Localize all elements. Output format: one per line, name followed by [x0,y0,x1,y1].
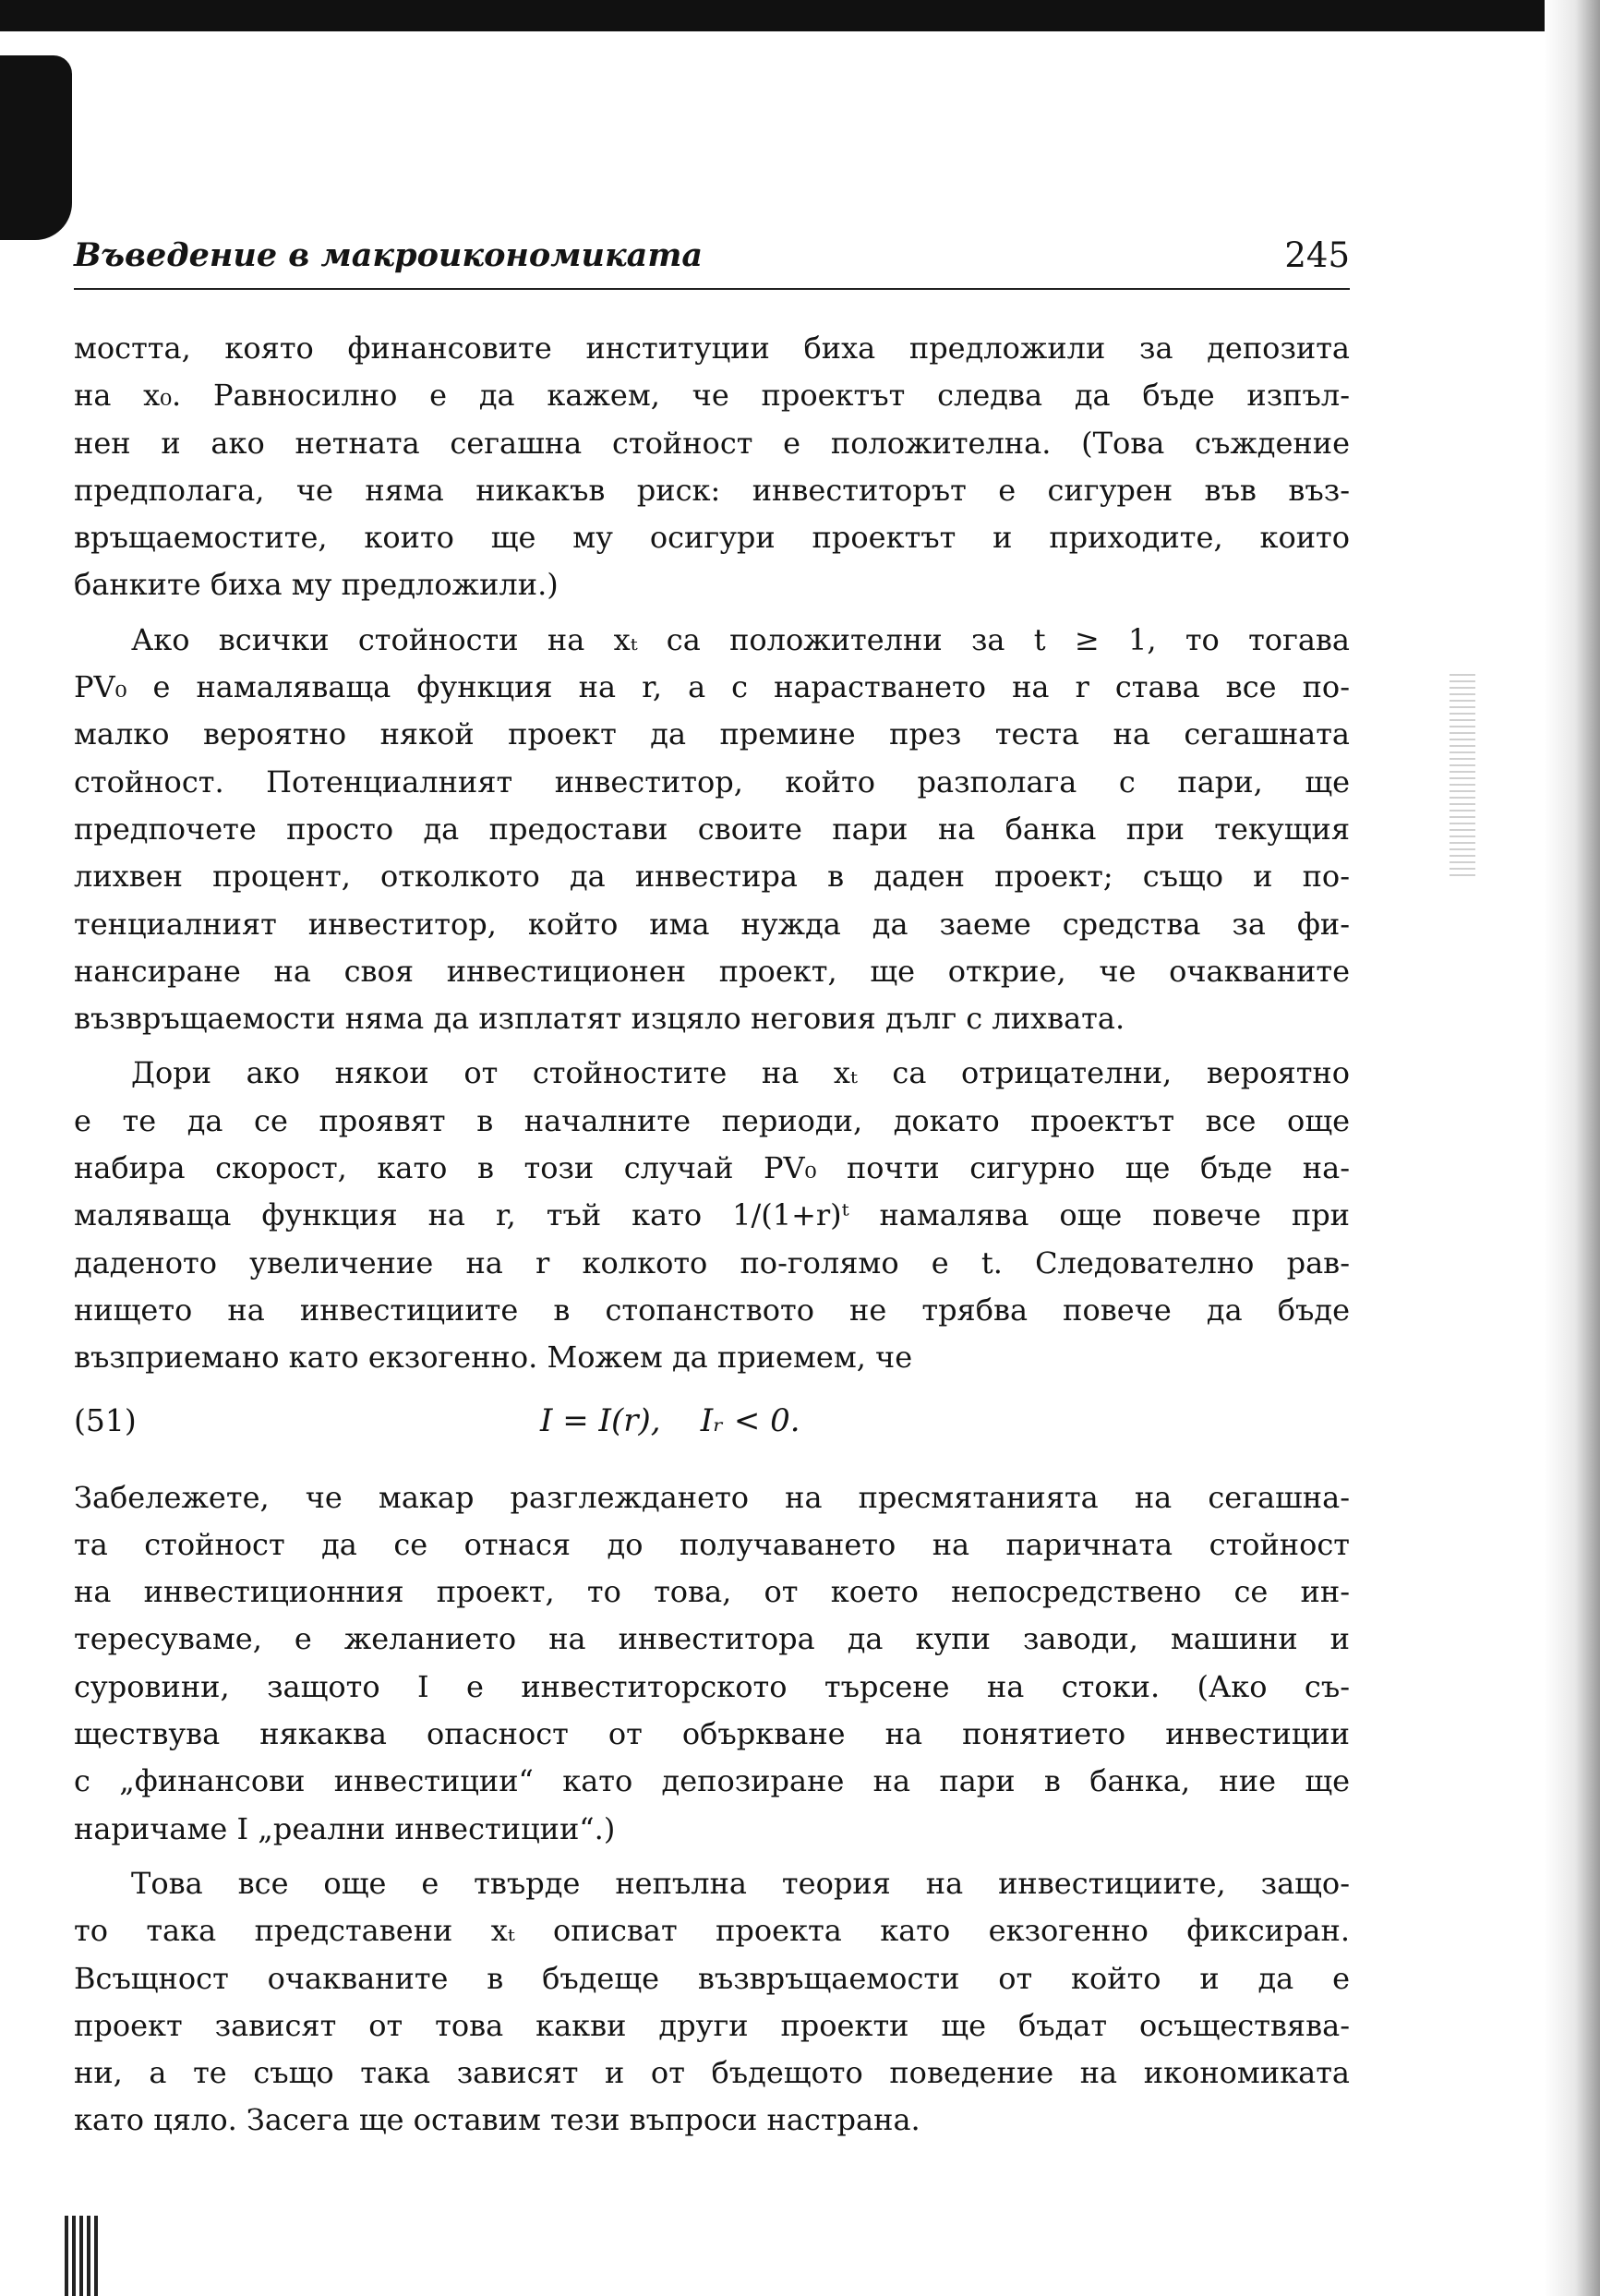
text-line: даденото увеличение на r колкото по-голямо е t. Следователно рав- [74,1244,1350,1280]
paragraph [74,1050,1350,1381]
running-header-title: Въведение в макроикономиката [74,236,704,274]
text-line: възприемано като екзогенно. Можем да приемем, че [74,1340,913,1376]
scan-left-mark [0,55,72,240]
text-line: предпочете просто да предостави своите пари на банка при текущия [74,811,1350,847]
text-line: проект зависят от това какви други проекти ще бъдат осъществява- [74,2007,1350,2043]
text-line: на x₀. Равносилно е да кажем, че проектът следва да бъде изпъл- [74,378,1350,414]
text-line: то така представени xₜ описват проекта като екзогенно фиксиран. [74,1913,1350,1949]
text-line: Ако всички стойности на xₜ са положителни за t ≥ 1, то тогава [131,621,1350,657]
text-line: мостта, която финансовите институции биха предложили за депозита [74,331,1350,366]
text-line: нен и ако нетната сегашна стойност е положителна. (Това съждение [74,425,1350,461]
text-body [74,325,1350,2145]
equation-number: (51) [74,1401,137,1438]
page-number: 245 [1284,235,1350,275]
text-line: лихвен процент, отколкото да инвестира в даден проект; също и по- [74,859,1350,895]
text-line: с „финансови инвестиции“ като депозиране на пари в банка, ние ще [74,1763,1350,1799]
scan-right-edge [1545,0,1600,2296]
text-line: Дори ако някои от стойностите на xₜ са отрицателни, вероятно [131,1055,1350,1091]
paragraphs-after-equation [74,1474,1350,2145]
equation-body: I = I(r), Iᵣ < 0. [540,1401,800,1439]
text-line: е те да се проявят в началните периоди, докато проектът все още [74,1102,1350,1138]
text-line: тересуваме, е желанието на инвеститора да купи заводи, машини и [74,1621,1350,1657]
equation-51 [74,1382,1350,1474]
text-line: връщаемостите, които ще му осигури проектът и приходите, които [74,520,1350,556]
text-line: на инвестиционния проект, то това, от което непосредствено се ин- [74,1574,1350,1610]
text-line: банките биха му предложили.) [74,567,559,603]
text-line: нището на инвестициите в стопанството не трябва повече да бъде [74,1292,1350,1328]
text-line: набира скорост, като в този случай PV₀ почти сигурно ще бъде на- [74,1150,1350,1186]
text-line: малко вероятно някой проект да премине през теста на сегашната [74,716,1350,752]
text-line: ществува някаква опасност от объркване на понятието инвестиции [74,1716,1350,1752]
text-line: суровини, защото I е инвеститорското търсене на стоки. (Ако съ- [74,1668,1350,1704]
text-line: маляваща функция на r, тъй като 1/(1+r)ᵗ намалява още повече при [74,1197,1350,1233]
paragraphs-before-equation [74,325,1350,1382]
scan-top-border [0,0,1600,31]
text-line: като цяло. Засега ще оставим тези въпроси настрана. [74,2102,920,2138]
text-line: стойност. Потенциалният инвеститор, който разполага с пари, ще [74,763,1350,799]
text-line: Това все още е твърде непълна теория на инвестициите, защо- [131,1865,1350,1901]
text-line: наричаме I „реални инвестиции“.) [74,1810,616,1846]
scan-speckle [1450,674,1475,877]
paragraph [74,1860,1350,2145]
text-line: Всъщност очакваните в бъдеще възвръщаемости от който и да е [74,1960,1350,1996]
text-line: та стойност да се отнася до получаването на паричната стойност [74,1526,1350,1562]
paragraph [74,325,1350,609]
text-line: PV₀ е намаляваща функция на r, а с нарастването на r става все по- [74,669,1351,705]
text-line: възвръщаемости няма да изплатят изцяло неговия дълг с лихвата. [74,1001,1125,1037]
text-line: нансиране на своя инвестиционен проект, ще открие, че очакваните [74,953,1350,989]
paragraph [74,1474,1350,1853]
text-line: предполага, че няма никакъв риск: инвеститорът е сигурен във въз- [74,472,1350,508]
paragraph [74,617,1350,1043]
text-line: Забележете, че макар разглеждането на пресмятанията на сегашна- [74,1479,1350,1515]
text-line: тенциалният инвеститор, който има нужда да заеме средства за фи- [74,906,1350,942]
scan-bottom-mark [65,2216,102,2296]
running-header [74,233,1350,290]
text-line: ни, а те също така зависят и от бъдещото поведение на икономиката [74,2055,1350,2091]
